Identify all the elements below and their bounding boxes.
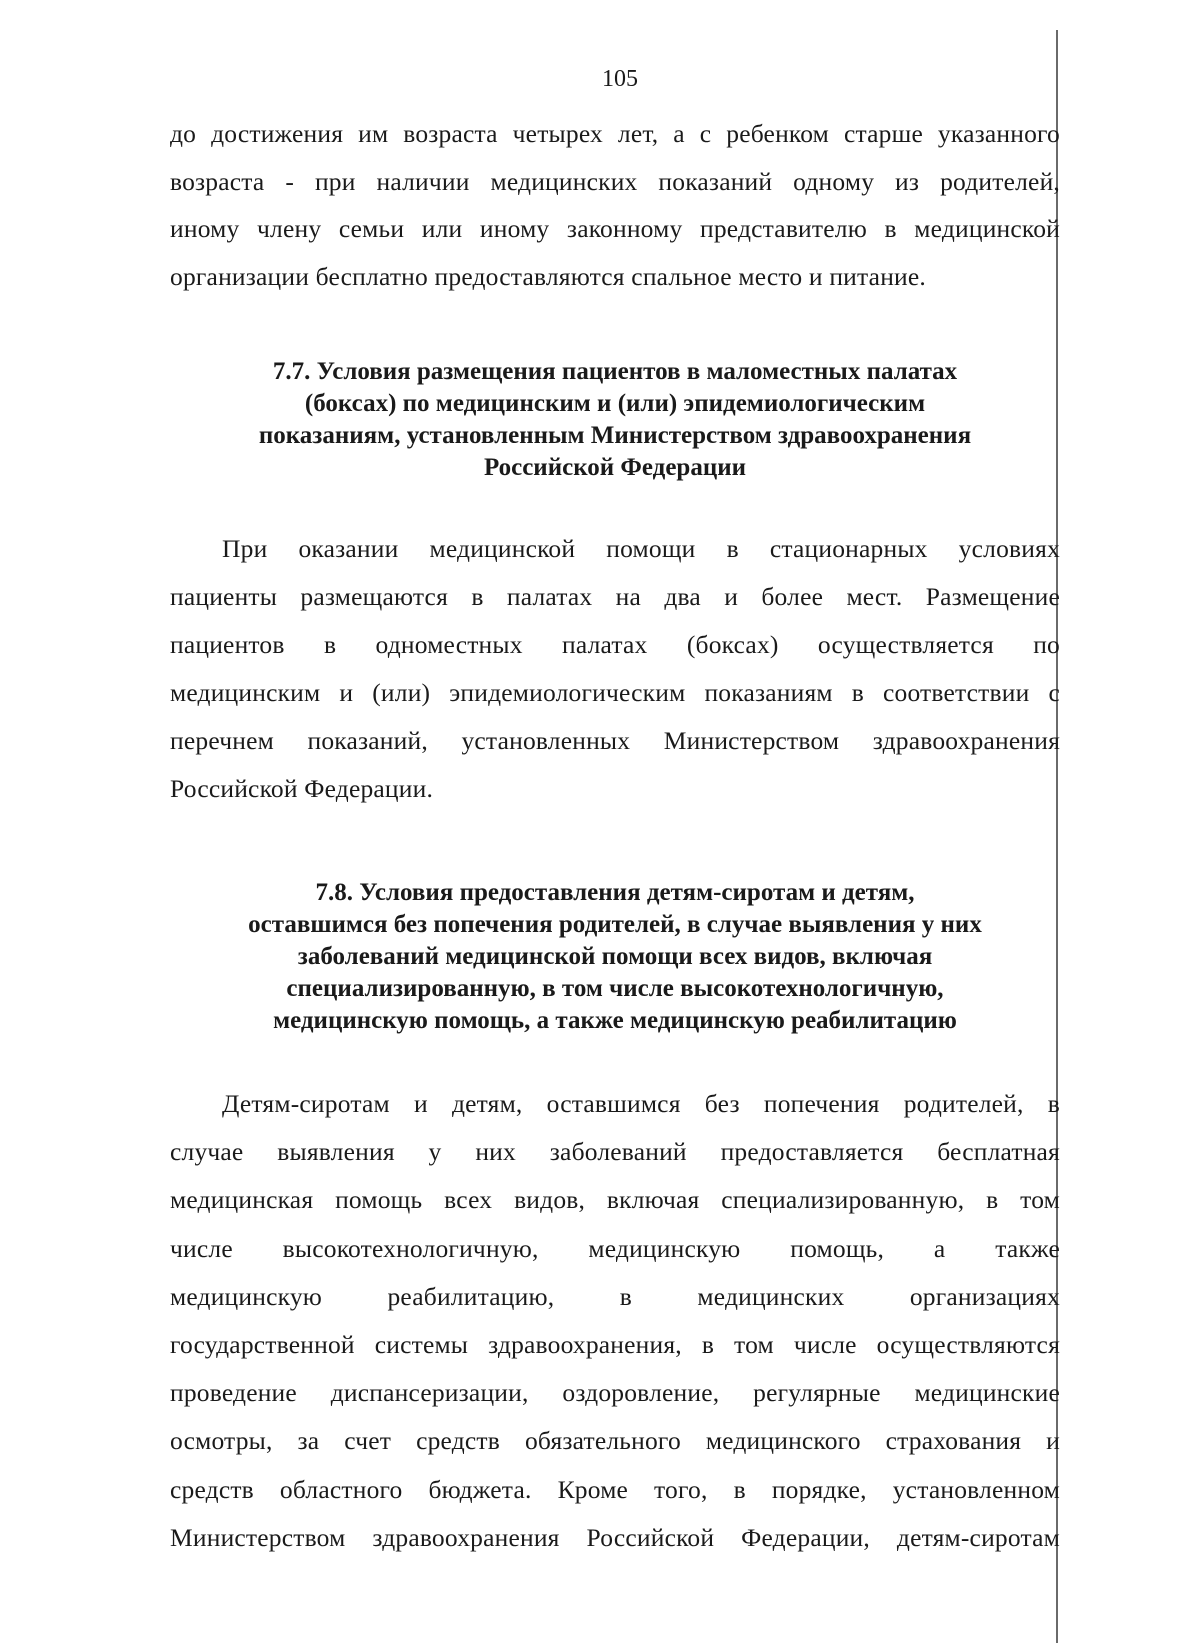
paragraph-line: При оказании медицинской помощи в стационарных условиях	[222, 534, 1060, 563]
paragraph-line: до достижения им возраста четырех лет, а с ребенком старше указанного	[170, 119, 1060, 148]
paragraph-line: случае выявления у них заболеваний предоставляется бесплатная	[170, 1137, 1060, 1167]
heading-line: показаниям, установленным Министерством здравоохранения	[258, 422, 972, 449]
paragraph-line: пациенты размещаются в палатах на два и более мест. Размещение	[170, 582, 1060, 611]
paragraph-continuation	[170, 110, 1060, 300]
heading-line: специализированную, в том числе высокотехнологичную,	[286, 975, 944, 1002]
heading-line: медицинскую помощь, а также медицинскую реабилитацию	[273, 1007, 957, 1034]
heading-line: заболеваний медицинской помощи всех видов, включая	[297, 943, 933, 970]
heading-line: 7.7. Условия размещения пациентов в маломестных палатах	[272, 358, 958, 385]
paragraph-line: числе высокотехнологичную, медицинскую помощь, а также	[170, 1233, 1060, 1263]
paragraph-line: Российской Федерации.	[170, 774, 434, 803]
paragraph-line: средств областного бюджета. Кроме того, в порядке, установленном	[170, 1474, 1060, 1504]
heading-line: (боксах) по медицинским и (или) эпидемиологическим	[304, 390, 926, 417]
section-7-8-body	[170, 1080, 1060, 1562]
paragraph-line: медицинским и (или) эпидемиологическим показаниям в соответствии с	[170, 678, 1060, 707]
heading-line: оставшимся без попечения родителей, в случае выявления у них	[248, 911, 982, 938]
paragraph-line: медицинскую реабилитацию, в медицинских организациях	[170, 1281, 1060, 1311]
section-7-8-heading	[170, 877, 1060, 1037]
section-7-7-heading	[170, 356, 1060, 484]
paragraph-line: Министерством здравоохранения Российской Федерации, детям-сиротам	[170, 1522, 1060, 1552]
paragraph-line: медицинская помощь всех видов, включая специализированную, в том	[170, 1185, 1060, 1215]
paragraph-line: перечнем показаний, установленных Министерством здравоохранения	[170, 726, 1060, 755]
heading-line: 7.8. Условия предоставления детям-сиротам и детям,	[315, 879, 915, 906]
paragraph-line: проведение диспансеризации, оздоровление, регулярные медицинские	[170, 1378, 1060, 1408]
paragraph-line: Детям-сиротам и детям, оставшимся без попечения родителей, в	[222, 1089, 1060, 1118]
paragraph-line: пациентов в одноместных палатах (боксах) осуществляется по	[170, 630, 1060, 659]
section-7-7-body	[170, 525, 1060, 813]
paragraph-line: организации бесплатно предоставляются спальное место и питание.	[170, 261, 926, 291]
paragraph-line: государственной системы здравоохранения, в том числе осуществляются	[170, 1330, 1060, 1360]
page-number: 105	[602, 66, 638, 92]
paragraph-line: осмотры, за счет средств обязательного медицинского страхования и	[170, 1426, 1060, 1456]
paragraph-line: возраста - при наличии медицинских показаний одному из родителей,	[170, 166, 1060, 196]
heading-line: Российской Федерации	[483, 454, 747, 481]
paragraph-line: иному члену семьи или иному законному представителю в медицинской	[170, 214, 1060, 243]
